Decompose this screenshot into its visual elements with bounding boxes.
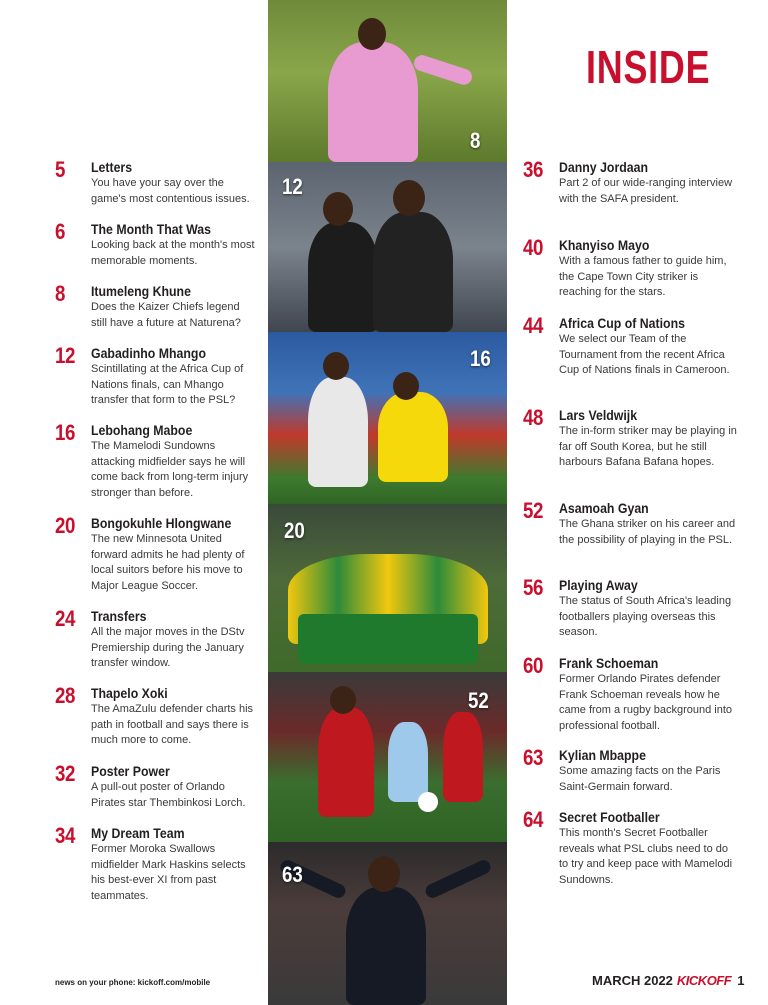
entry-title: Letters <box>91 159 133 175</box>
photo-strip <box>268 0 507 1005</box>
page-number: 12 <box>55 343 75 368</box>
kickoff-logo: KICKOFF <box>676 973 732 988</box>
footer-issue-info <box>592 973 744 988</box>
entry-title: Frank Schoeman <box>559 655 659 671</box>
entry-description: The new Minnesota United forward admits he had plenty of local suitors before his move to Major League Soccer. <box>91 533 245 592</box>
photo-ghana-match[interactable] <box>268 672 507 842</box>
entry-title: Africa Cup of Nations <box>559 315 685 331</box>
photo-page-label: 12 <box>282 174 303 199</box>
page-number: 32 <box>55 761 75 786</box>
entry-description: Scintillating at the Africa Cup of Nations finals, can Mhango transfer that form to the PSL? <box>91 363 244 406</box>
page-number: 64 <box>523 807 543 832</box>
photo-mbappe[interactable] <box>268 842 507 1005</box>
page-number: 60 <box>523 653 543 678</box>
photo-match-action[interactable] <box>268 332 507 504</box>
page-number: 44 <box>523 313 543 338</box>
photo-page-label: 52 <box>468 688 489 713</box>
page-title: INSIDE <box>586 41 711 93</box>
entry-title: Poster Power <box>91 763 170 779</box>
folio-page-number: 1 <box>737 973 745 988</box>
entry-description: Some amazing facts on the Paris Saint-Germain forward. <box>559 765 721 793</box>
page-number: 48 <box>523 405 543 430</box>
entry-title: Khanyiso Mayo <box>559 237 650 253</box>
entry-title: Gabadinho Mhango <box>91 345 206 361</box>
entry-description: Looking back at the month's most memorable moments. <box>91 239 255 267</box>
entry-description: Former Moroka Swallows midfielder Mark Haskins selects his best-ever XI from past teammates. <box>91 843 246 902</box>
entry-description: Part 2 of our wide-ranging interview with the SAFA president. <box>559 177 733 205</box>
photo-celebration-pirates[interactable] <box>268 162 507 332</box>
entry-description: All the major moves in the DStv Premiership during the January transfer window. <box>91 626 245 669</box>
page-number: 36 <box>523 157 543 182</box>
page-number: 5 <box>55 157 65 182</box>
entry-description: The Mamelodi Sundowns attacking midfielder says he will come back from long-term injury stronger than before. <box>91 440 249 499</box>
page-number: 16 <box>55 420 75 445</box>
photo-page-label: 16 <box>470 346 491 371</box>
issue-date: MARCH 2022 <box>592 973 673 988</box>
entry-title: Thapelo Xoki <box>91 685 168 701</box>
entry-title: Asamoah Gyan <box>559 500 649 516</box>
page-number: 63 <box>523 745 543 770</box>
entry-title: Bongokuhle Hlongwane <box>91 515 232 531</box>
page-number: 40 <box>523 235 543 260</box>
entry-description: Former Orlando Pirates defender Frank Schoeman reveals how he came from a rugby background into professional football. <box>559 673 733 732</box>
entry-title: Playing Away <box>559 577 638 593</box>
entry-description: The AmaZulu defender charts his path in football and says there is much more to come. <box>91 703 254 746</box>
entry-description: You have your say over the game's most contentious issues. <box>91 177 250 205</box>
page-number: 24 <box>55 606 75 631</box>
entry-title: Itumeleng Khune <box>91 283 191 299</box>
entry-title: My Dream Team <box>91 825 185 841</box>
page-number: 20 <box>55 513 75 538</box>
photo-page-label: 63 <box>282 862 303 887</box>
entry-title: Lebohang Maboe <box>91 422 193 438</box>
entry-description: This month's Secret Footballer reveals what PSL clubs need to do to try and keep pace with Mamelodi Sundowns. <box>559 827 733 886</box>
entry-title: The Month That Was <box>91 221 211 237</box>
photo-goalkeeper[interactable] <box>268 0 507 162</box>
page-number: 52 <box>523 498 543 523</box>
entry-description: The in-form striker may be playing in far off South Korea, but he still harbours Bafana Bafana hopes. <box>559 425 737 468</box>
entry-description: With a famous father to guide him, the Cape Town City striker is reaching for the stars. <box>559 255 727 298</box>
entry-description: The Ghana striker on his career and the possibility of playing in the PSL. <box>559 518 736 546</box>
entry-description: Does the Kaizer Chiefs legend still have a future at Naturena? <box>91 301 241 329</box>
photo-page-label: 20 <box>284 518 305 543</box>
footer-mobile-link[interactable]: news on your phone: kickoff.com/mobile <box>55 978 211 987</box>
page-number: 6 <box>55 219 65 244</box>
page-number: 56 <box>523 575 543 600</box>
page-number: 28 <box>55 683 75 708</box>
entry-title: Transfers <box>91 608 147 624</box>
photo-page-label: 8 <box>470 128 481 153</box>
page-number: 8 <box>55 281 65 306</box>
entry-description: We select our Team of the Tournament from the recent Africa Cup of Nations finals in Cameroon. <box>559 333 730 376</box>
entry-title: Danny Jordaan <box>559 159 649 175</box>
entry-title: Kylian Mbappe <box>559 747 646 763</box>
photo-team-celebration[interactable] <box>268 504 507 672</box>
entry-description: A pull-out poster of Orlando Pirates star Thembinkosi Lorch. <box>91 781 246 809</box>
page-number: 34 <box>55 823 75 848</box>
entry-description: The status of South Africa's leading footballers playing overseas this season. <box>559 595 732 638</box>
entry-title: Lars Veldwijk <box>559 407 638 423</box>
entry-title: Secret Footballer <box>559 809 660 825</box>
